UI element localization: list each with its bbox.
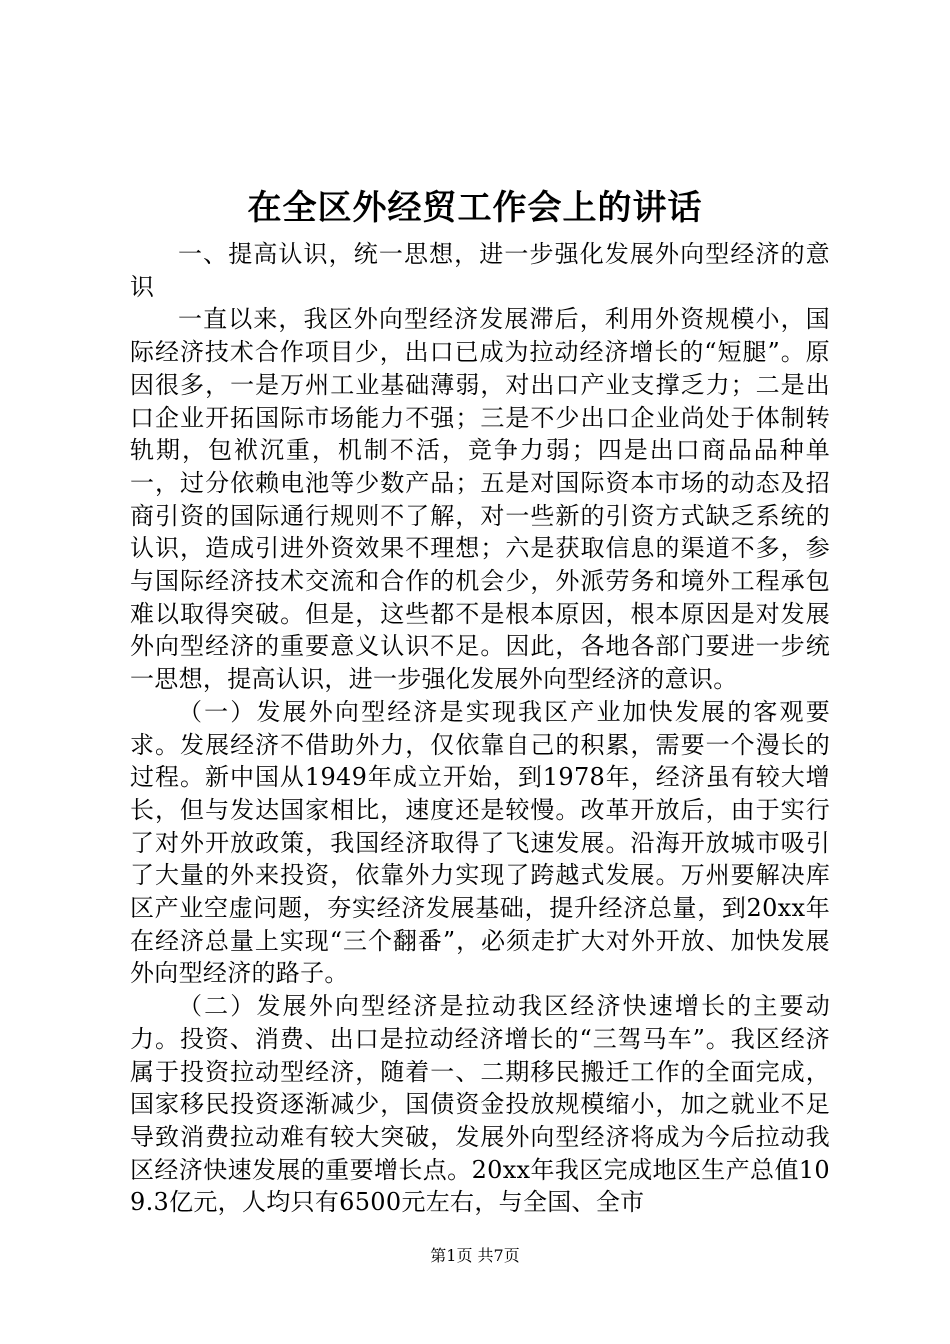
document-body <box>130 238 830 1219</box>
page-number: 第1页 共7页 <box>430 1246 520 1265</box>
body-paragraph: 一直以来，我区外向型经济发展滞后，利用外资规模小，国际经济技术合作项目少，出口已成为拉动经济增长的“短腿”。原因很多，一是万州工业基础薄弱，对出口产业支撑乏力；二是出口企业开拓国际市场能力不强；三是不少出口企业尚处于体制转轨期，包袱沉重，机制不活，竞争力弱；四是出口商品品种单一，过分依赖电池等少数产品；五是对国际资本市场的动态及招商引资的国际通行规则不了解，对一些新的引资方式缺乏系统的认识，造成引进外资效果不理想；六是获取信息的渠道不多，参与国际经济技术交流和合作的机会少，外派劳务和境外工程承包难以取得突破。但是，这些都不是根本原因，根本原因是对发展外向型经济的重要意义认识不足。因此，各地各部门要进一步统一思想，提高认识，进一步强化发展外向型经济的意识。 <box>130 305 830 694</box>
body-paragraph: （二）发展外向型经济是拉动我区经济快速增长的主要动力。投资、消费、出口是拉动经济增长的“三驾马车”。我区经济属于投资拉动型经济，随着一、二期移民搬迁工作的全面完成，国家移民投资逐渐减少，国债资金投放规模缩小，加之就业不足导致消费拉动难有较大突破，发展外向型经济将成为今后拉动我区经济快速发展的重要增长点。20xx年我区完成地区生产总值109.3亿元，人均只有6500元左右，与全国、全市 <box>130 992 830 1217</box>
document-title: 在全区外经贸工作会上的讲话 <box>247 188 703 228</box>
section-heading: 一、提高认识，统一思想，进一步强化发展外向型经济的意识 <box>130 240 830 301</box>
body-paragraph: （一）发展外向型经济是实现我区产业加快发展的客观要求。发展经济不借助外力，仅依靠自己的积累，需要一个漫长的过程。新中国从1949年成立开始，到1978年，经济虽有较大增长，但与发达国家相比，速度还是较慢。改革开放后，由于实行了对外开放政策，我国经济取得了飞速发展。沿海开放城市吸引了大量的外来投资，依靠外力实现了跨越式发展。万州要解决库区产业空虚问题，夯实经济发展基础，提升经济总量，到20xx年在经济总量上实现“三个翻番”，必须走扩大对外开放、加快发展外向型经济的路子。 <box>130 697 830 988</box>
